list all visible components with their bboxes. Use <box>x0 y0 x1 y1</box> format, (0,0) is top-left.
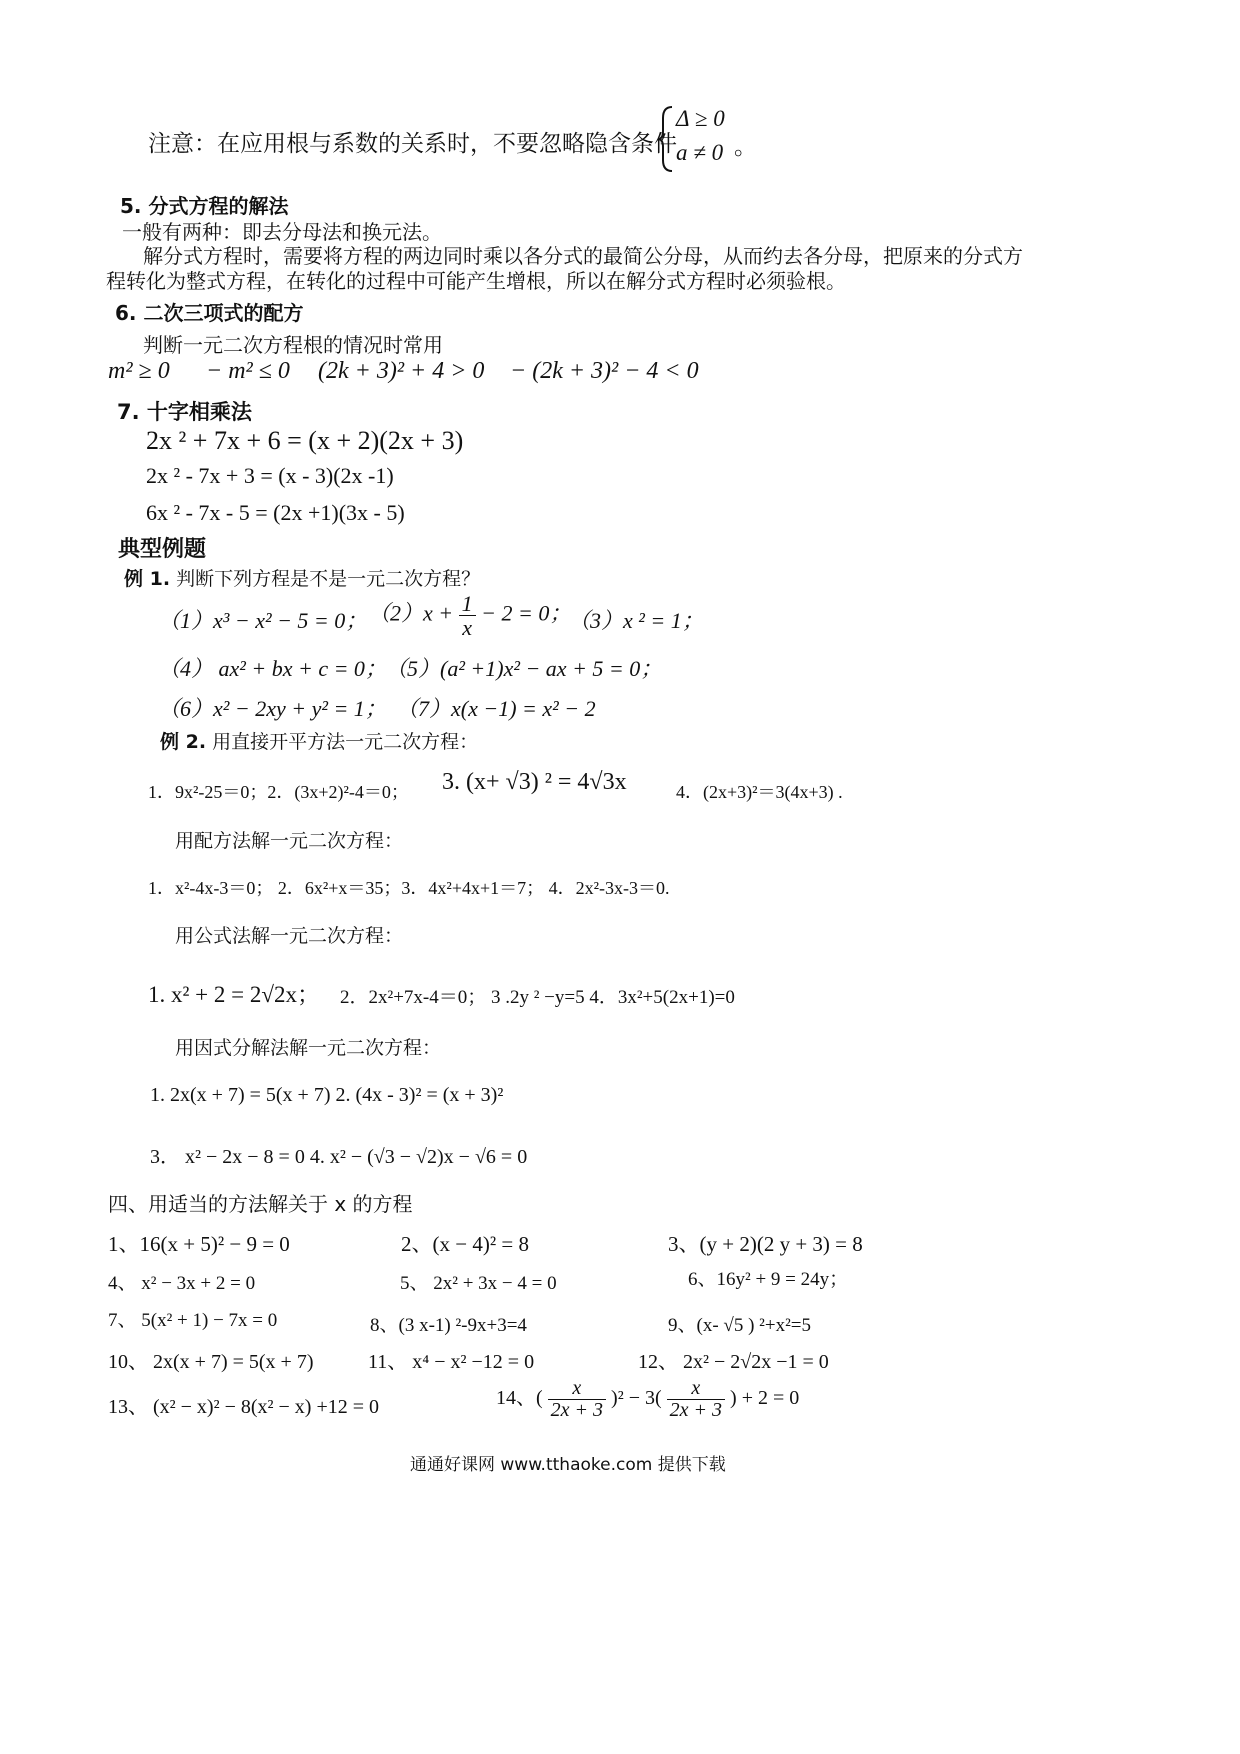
example2-text: 用直接开平方法一元二次方程： <box>212 731 479 753</box>
fraction-x-over-2x-plus-3-second <box>667 1378 725 1421</box>
direct-method-part-b: 3. (x+ √3) ² = 4√3x <box>442 769 627 795</box>
direct-method-part-c: 4．(2x+3)²＝3(4x+3) . <box>676 782 843 802</box>
note-text <box>148 125 677 158</box>
problem-2: 2、(x − 4)² = 8 <box>401 1232 529 1256</box>
problem-14 <box>496 1378 799 1421</box>
problem-12: 12、 2x² − 2√2x −1 = 0 <box>638 1351 829 1373</box>
condition-a: a ≠ 0 <box>676 140 724 165</box>
cross-method-eq2: 2x ² - 7x + 3 = (x - 3)(2x -1) <box>146 463 394 488</box>
part4-title: 四、用适当的方法解关于 x 的方程 <box>108 1192 413 1216</box>
factoring-title: 用因式分解法解一元二次方程： <box>175 1037 442 1059</box>
note-label: 注意：在应用根与系数的关系时，不要忽略隐含条件 <box>148 131 677 157</box>
problem-1: 1、16(x + 5)² − 9 = 0 <box>108 1232 290 1256</box>
section5-title: 5. 分式方程的解法 <box>120 194 289 218</box>
problem-7: 7、 5(x² + 1) − 7x = 0 <box>108 1310 278 1331</box>
fraction-numerator: x <box>667 1378 725 1400</box>
completing-square-title: 用配方法解一元二次方程： <box>175 830 404 852</box>
problem-3: 3、(y + 2)(2 y + 3) = 8 <box>668 1232 863 1256</box>
example1-item2 <box>368 592 571 639</box>
cross-method-eq3: 6x ² - 7x - 5 = (2x +1)(3x - 5) <box>146 500 405 525</box>
example1-item2-start: （2）x + <box>368 600 454 626</box>
problem-14-end: ) + 2 = 0 <box>730 1387 800 1410</box>
formula-neg-m-squared: − m² ≤ 0 <box>206 358 290 384</box>
examples-title: 典型例题 <box>118 537 207 562</box>
problem-10: 10、 2x(x + 7) = 5(x + 7) <box>108 1351 314 1373</box>
section5-para2-line2: 程转化为整式方程，在转化的过程中可能产生增根，所以在解分式方程时必须验根。 <box>106 269 846 293</box>
direct-method-part-a: 1．9x²-25＝0；2．(3x+2)²-4＝0； <box>148 782 409 802</box>
formula-m-squared: m² ≥ 0 <box>108 358 170 384</box>
formula-method-part-a: 1. x² + 2 = 2√2x； <box>148 982 320 1007</box>
fraction-denominator: 2x + 3 <box>669 1399 723 1421</box>
fraction-one-over-x <box>459 592 476 639</box>
formula-positive-square: (2k + 3)² + 4 > 0 <box>318 358 485 384</box>
fraction-x-over-2x-plus-3 <box>548 1378 606 1421</box>
factoring-line1: 1. 2x(x + 7) = 5(x + 7) 2. (4x - 3)² = (x + 3)² <box>150 1084 504 1106</box>
problem-4: 4、 x² − 3x + 2 = 0 <box>108 1273 256 1294</box>
note-end: 。 <box>734 134 757 160</box>
problem-6: 6、16y² + 9 = 24y； <box>688 1269 849 1290</box>
section6-para: 判断一元二次方程根的情况时常用 <box>143 333 443 357</box>
problem-8: 8、(3 x-1) ²-9x+3=4 <box>370 1315 527 1336</box>
formula-method-title: 用公式法解一元二次方程： <box>175 925 404 947</box>
cross-method-eq1: 2x ² + 7x + 6 = (x + 2)(2x + 3) <box>146 426 464 455</box>
example2-label: 例 2. <box>160 731 207 753</box>
problem-5: 5、 2x² + 3x − 4 = 0 <box>400 1273 557 1294</box>
example1-item3: （3）x ² = 1； <box>568 608 704 633</box>
example1-item7: （7）x(x −1) = x² − 2 <box>396 696 596 721</box>
formula-method-part-b: 2．2x²+7x-4＝0； 3 .2y ² −y=5 4．3x²+5(2x+1)=0 <box>340 987 735 1008</box>
example1-item6: （6）x² − 2xy + y² = 1； <box>158 696 387 721</box>
condition-delta: Δ ≥ 0 <box>676 106 725 131</box>
section6-title: 6. 二次三项式的配方 <box>115 301 304 325</box>
example1-item4: （4） ax² + bx + c = 0； <box>158 656 387 681</box>
fraction-denominator: x <box>462 615 472 641</box>
factoring-line2: 3． x² − 2x − 8 = 0 4. x² − (√3 − √2)x − √6 = 0 <box>150 1146 528 1168</box>
problem-13: 13、 (x² − x)² − 8(x² − x) +12 = 0 <box>108 1396 380 1418</box>
problem-11: 11、 x⁴ − x² −12 = 0 <box>368 1351 535 1373</box>
left-brace-icon <box>656 104 676 174</box>
example1-item5: （5）(a² +1)x² − ax + 5 = 0； <box>385 656 663 681</box>
example1-item2-end: − 2 = 0； <box>481 600 572 626</box>
example1-text: 判断下列方程是不是一元二次方程？ <box>176 568 481 590</box>
problem-14-start: 14、( <box>496 1387 543 1410</box>
example1-item1: （1）x³ − x² − 5 = 0； <box>158 608 368 633</box>
fraction-numerator: 1 <box>459 592 476 616</box>
completing-square-problems: 1．x²-4x-3＝0； 2．6x²+x＝35；3．4x²+4x+1＝7； 4．2x²-3x-3＝0. <box>148 878 670 898</box>
section5-para1: 一般有两种：即去分母法和换元法。 <box>122 220 442 244</box>
section7-title: 7. 十字相乘法 <box>117 400 252 424</box>
example1-label: 例 1. <box>124 568 171 590</box>
section5-para2-line1: 解分式方程时，需要将方程的两边同时乘以各分式的最简公分母，从而约去各分母，把原来的分式方 <box>143 244 1023 268</box>
footer-text: 通通好课网 www.tthaoke.com 提供下载 <box>410 1455 726 1475</box>
problem-9: 9、(x- √5 ) ²+x²=5 <box>668 1315 811 1336</box>
fraction-numerator: x <box>548 1378 606 1400</box>
fraction-denominator: 2x + 3 <box>550 1399 604 1421</box>
formula-negative-square: − (2k + 3)² − 4 < 0 <box>510 358 699 384</box>
problem-14-middle: )² − 3( <box>611 1387 662 1410</box>
